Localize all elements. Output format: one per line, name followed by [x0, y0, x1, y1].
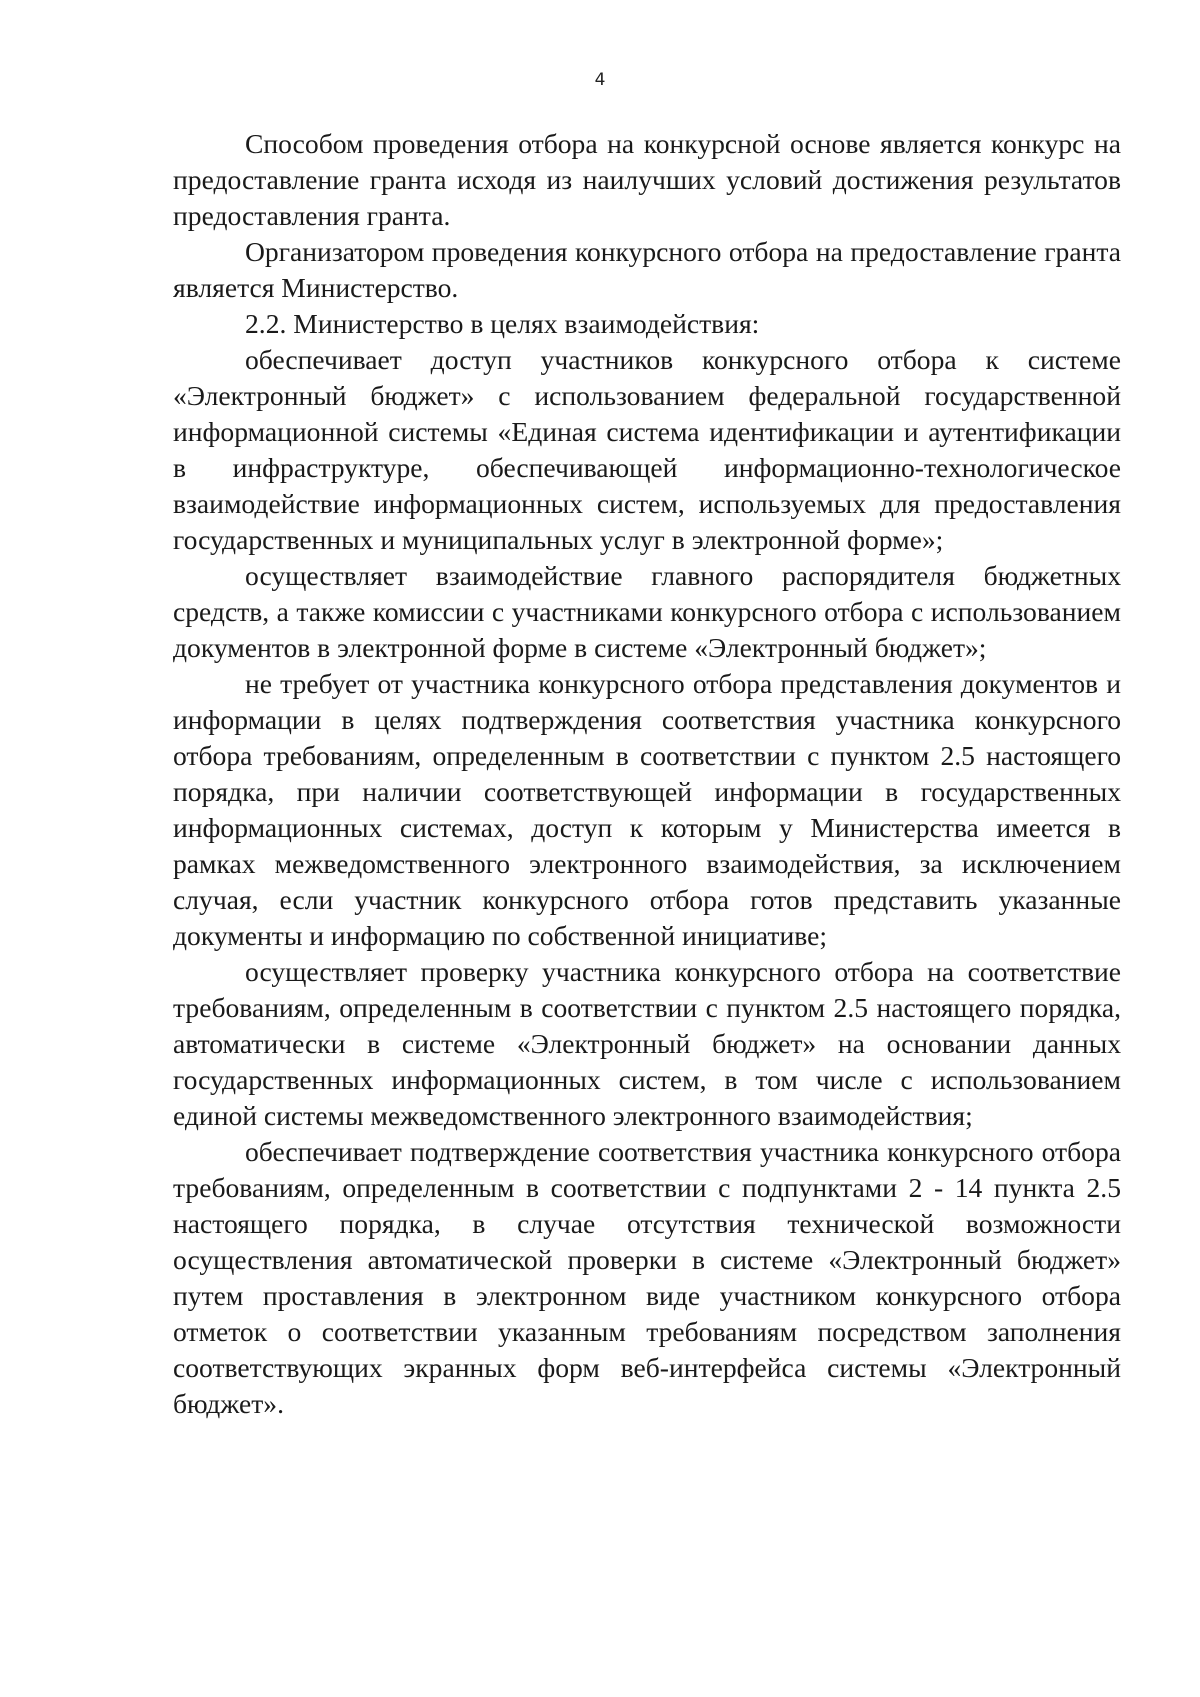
paragraph-verification: осуществляет проверку участника конкурсного отбора на соответствие требованиям, определенным в соответствии с пунктом 2.5 настоящего порядка, автоматически в системе «Электронный бюджет» на основании данных государственных информационных систем, в том числе с использованием единой системы межведомственного электронного взаимодействия;	[173, 956, 1121, 1131]
paragraph-interaction: осуществляет взаимодействие главного распорядителя бюджетных средств, а также комиссии с участниками конкурсного отбора с использованием документов в электронной форме в системе «Электронный бюджет»;	[173, 560, 1121, 663]
body-text	[173, 126, 1121, 1422]
paragraph-section-2-2: 2.2. Министерство в целях взаимодействия:	[245, 308, 760, 339]
paragraph-confirmation: обеспечивает подтверждение соответствия участника конкурсного отбора требованиям, определенным в соответствии с подпунктами 2 - 14 пункта 2.5 настоящего порядка, в случае отсутствия технической возможности осуществления автоматической проверки в системе «Электронный бюджет» путем проставления в электронном виде участником конкурсного отбора отметок о соответствии указанным требованиям посредством заполнения соответствующих экранных форм веб-интерфейса системы «Электронный бюджет».	[173, 1136, 1121, 1419]
paragraph-no-documents: не требует от участника конкурсного отбора представления документов и информации в целях подтверждения соответствия участника конкурсного отбора требованиям, определенным в соответствии с пунктом 2.5 настоящего порядка, при наличии соответствующей информации в государственных информационных системах, доступ к которым у Министерства имеется в рамках межведомственного электронного взаимодействия, за исключением случая, если участник конкурсного отбора готов представить указанные документы и информацию по собственной инициативе;	[173, 668, 1121, 951]
paragraph-access: обеспечивает доступ участников конкурсного отбора к системе «Электронный бюджет» с использованием федеральной государственной информационной системы «Единая система идентификации и аутентификации в инфраструктуре, обеспечивающей информационно-технологическое взаимодействие информационных систем, используемых для предоставления государственных и муниципальных услуг в электронной форме»;	[173, 344, 1121, 555]
page-number: 4	[594, 70, 606, 90]
paragraph-selection-method: Способом проведения отбора на конкурсной основе является конкурс на предоставление гранта исходя из наилучших условий достижения результатов предоставления гранта.	[173, 128, 1121, 231]
paragraph-organizer: Организатором проведения конкурсного отбора на предоставление гранта является Министерство.	[173, 236, 1121, 303]
